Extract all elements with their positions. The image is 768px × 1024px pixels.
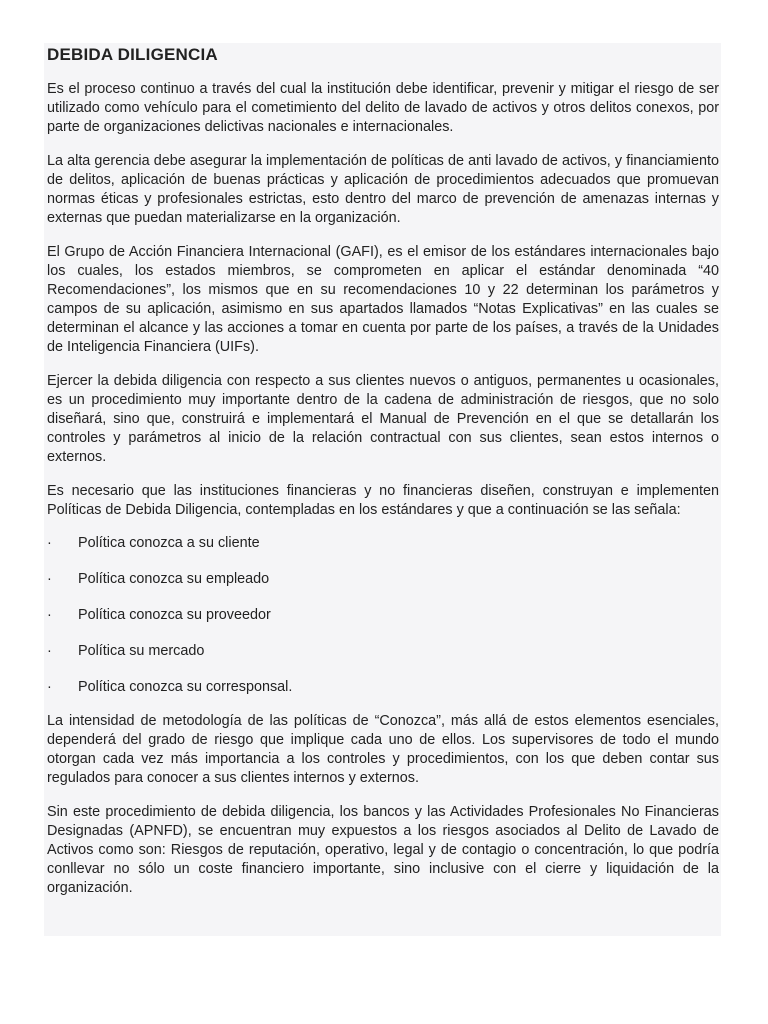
list-item-text: Política su mercado — [78, 643, 205, 659]
policy-list — [47, 534, 719, 697]
list-item-text: Política conozca su corresponsal. — [78, 679, 293, 695]
list-item — [47, 642, 719, 661]
paragraph: El Grupo de Acción Financiera Internacional (GAFI), es el emisor de los estándares internacionales bajo los cuales, los estados miembros, se comprometen en aplicar el estándar denominada “40 Recomendaciones”, los mismos que en su recomendaciones 10 y 22 determinan los parámetros y campos de su aplicación, asimismo en sus apartados llamados “Notas Explicativas” en las cuales se determinan el alcance y las acciones a tomar en cuenta por parte de los países, a través de la Unidades de Inteligencia Financiera (UIFs). — [47, 244, 719, 355]
list-item — [47, 606, 719, 625]
paragraph: Sin este procedimiento de debida diligencia, los bancos y las Actividades Profesionales No Financieras Designadas (APNFD), se encuentran muy expuestos a los riesgos asociados al Delito de Lavado de Activos como son: Riesgos de reputación, operativo, legal y de contagio o concentración, lo que podría conllevar no sólo un coste financiero importante, sino inclusive con el cierre y liquidación de la organización. — [47, 804, 719, 896]
bullet-icon: · — [47, 607, 52, 623]
bullet-icon: · — [47, 679, 52, 695]
paragraph: Ejercer la debida diligencia con respecto a sus clientes nuevos o antiguos, permanentes u ocasionales, es un procedimiento muy importante dentro de la cadena de administración de riesgos, que no solo diseñará, sino que, construirá e implementará el Manual de Prevención en el que se detallarán los controles y parámetros al inicio de la relación contractual con sus clientes, sean estos internos o externos. — [47, 373, 719, 465]
list-item — [47, 570, 719, 589]
document-title: DEBIDA DILIGENCIA — [47, 45, 218, 64]
list-item-text: Política conozca a su cliente — [78, 535, 260, 551]
paragraph: Es el proceso continuo a través del cual la institución debe identificar, prevenir y mitigar el riesgo de ser utilizado como vehículo para el cometimiento del delito de lavado de activos y otros delitos conexos, por parte de organizaciones delictivas nacionales e internacionales. — [47, 81, 719, 135]
list-item-text: Política conozca su empleado — [78, 571, 270, 587]
bullet-icon: · — [47, 643, 52, 659]
paragraph: Es necesario que las instituciones financieras y no financieras diseñen, construyan e implementen Políticas de Debida Diligencia, contempladas en los estándares y que a continuación se las señala: — [47, 483, 719, 518]
bullet-icon: · — [47, 535, 52, 551]
list-item-text: Política conozca su proveedor — [78, 607, 271, 623]
paragraph: La intensidad de metodología de las políticas de “Conozca”, más allá de estos elementos esenciales, dependerá del grado de riesgo que implique cada uno de ellos. Los supervisores de todo el mundo otorgan cada vez más importancia a los controles y procedimientos, con los que deben contar sus regulados para conocer a sus clientes internos y externos. — [47, 713, 719, 786]
paragraph: La alta gerencia debe asegurar la implementación de políticas de anti lavado de activos, y financiamiento de delitos, aplicación de buenas prácticas y aplicación de procedimientos adecuados que promuevan normas éticas y profesionales estrictas, esto dentro del marco de prevención de amenazas internas y externas que puedan materializarse en la organización. — [47, 153, 719, 226]
list-item — [47, 534, 719, 553]
list-item — [47, 678, 719, 697]
document-page — [44, 43, 721, 936]
bullet-icon: · — [47, 571, 52, 587]
